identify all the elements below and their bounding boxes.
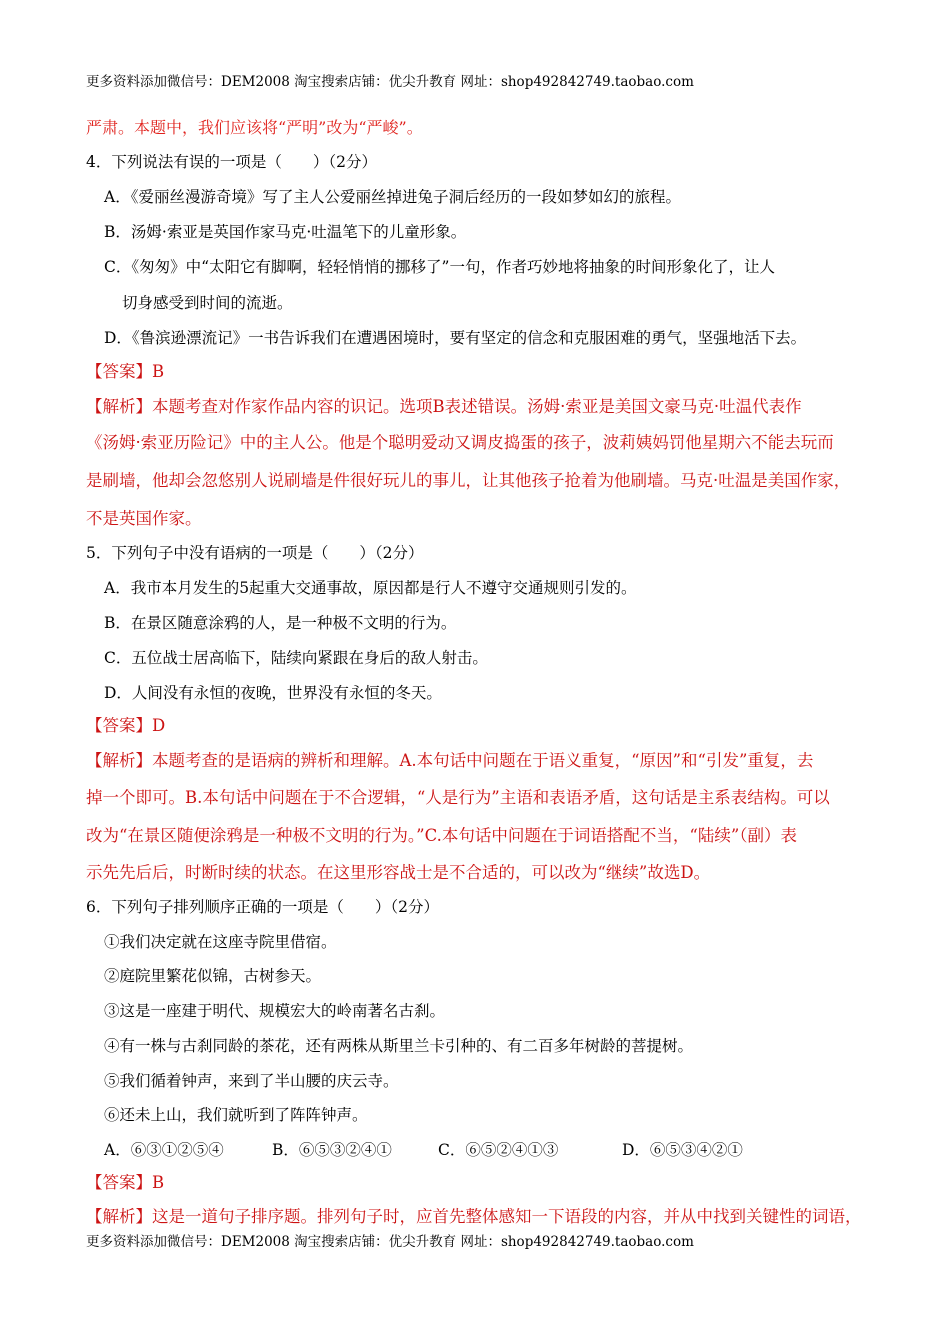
- q4-option-c-cont: 切身感受到时间的流逝。: [122, 294, 293, 312]
- q5-analysis-line: 示先先后后，时断时续的状态。在这里形容战士是不合适的，可以改为“继续”故选D。: [86, 863, 711, 882]
- q5-option-b: B．在景区随意涂鸦的人，是一种极不文明的行为。: [104, 614, 457, 632]
- carryover-analysis: 严肃。本题中，我们应该将“严明”改为“严峻”。: [86, 118, 423, 137]
- q5-analysis-line: 改为“在景区随便涂鸦是一种极不文明的行为。”C.本句话中问题在于词语搭配不当，“陆续”（副）表: [86, 826, 798, 845]
- q4-analysis-line: 【解析】本题考查对作家作品内容的识记。选项B表述错误。汤姆·索亚是美国文豪马克·吐温代表作: [86, 397, 802, 416]
- q6-stem: 6．下列句子排列顺序正确的一项是（ ）（2分）: [86, 898, 439, 916]
- q5-stem: 5．下列句子中没有语病的一项是（ ）（2分）: [86, 544, 424, 562]
- q6-sentence: ③这是一座建于明代、规模宏大的岭南著名古刹。: [104, 1002, 446, 1020]
- q5-option-c: C．五位战士居高临下，陆续向紧跟在身后的敌人射击。: [104, 649, 488, 667]
- q6-sentence: ④有一株与古刹同龄的茶花，还有两株从斯里兰卡引种的、有二百多年树龄的菩提树。: [104, 1037, 694, 1055]
- q4-option-d: D．《鲁滨逊漂流记》一书告诉我们在遭遇困境时，要有坚定的信念和克服困难的勇气，坚强地活下去。: [104, 329, 807, 347]
- q6-sentence: ⑤我们循着钟声，来到了半山腰的庆云寺。: [104, 1072, 399, 1090]
- q5-answer: 【答案】D: [86, 716, 166, 735]
- page-footer: 更多资料添加微信号：DEM2008 淘宝搜索店铺：优尖升教育 网址：shop492842749.taobao.com: [86, 1234, 694, 1250]
- q6-analysis-line: 【解析】这是一道句子排序题。排列句子时，应首先整体感知一下语段的内容，并从中找到关键性的词语，: [86, 1207, 862, 1226]
- page-header: 更多资料添加微信号：DEM2008 淘宝搜索店铺：优尖升教育 网址：shop492842749.taobao.com: [86, 74, 694, 90]
- q5-analysis-line: 掉一个即可。B.本句话中问题在于不合逻辑，“人是行为”主语和表语矛盾，这句话是主系表结构。可以: [86, 788, 830, 807]
- q5-analysis-line: 【解析】本题考查的是语病的辨析和理解。A.本句话中问题在于语义重复，“原因”和“引发”重复，去: [86, 751, 814, 770]
- q6-choice-c: C．⑥⑤②④①③: [438, 1141, 559, 1159]
- q6-sentence: ①我们决定就在这座寺院里借宿。: [104, 933, 337, 951]
- q6-sentence: ⑥还未上山，我们就听到了阵阵钟声。: [104, 1106, 368, 1124]
- q4-option-c: C．《匆匆》中“太阳它有脚啊，轻轻悄悄的挪移了”一句，作者巧妙地将抽象的时间形象化了，让人: [104, 258, 775, 276]
- q5-option-a: A．我市本月发生的5起重大交通事故，原因都是行人不遵守交通规则引发的。: [104, 579, 637, 597]
- q5-option-d: D．人间没有永恒的夜晚，世界没有永恒的冬天。: [104, 684, 442, 702]
- q4-option-b: B．汤姆·索亚是英国作家马克·吐温笔下的儿童形象。: [104, 223, 467, 241]
- q6-choice-b: B．⑥⑤③②④①: [272, 1141, 392, 1159]
- q4-analysis-line: 不是英国作家。: [86, 509, 202, 528]
- q4-stem: 4．下列说法有误的一项是（ ）（2分）: [86, 153, 377, 171]
- q4-analysis-line: 是刷墙，他却会忽悠别人说刷墙是件很好玩儿的事儿，让其他孩子抢着为他刷墙。马克·吐温是美国作家，: [86, 471, 851, 490]
- q6-choice-a: A．⑥③①②⑤④: [104, 1141, 224, 1159]
- q6-answer: 【答案】B: [86, 1173, 165, 1192]
- q4-analysis-line: 《汤姆·索亚历险记》中的主人公。他是个聪明爱动又调皮捣蛋的孩子，波莉姨妈罚他星期六不能去玩而: [86, 433, 834, 452]
- q6-choice-d: D．⑥⑤③④②①: [622, 1141, 743, 1159]
- q4-answer: 【答案】B: [86, 362, 165, 381]
- q4-option-a: A．《爱丽丝漫游奇境》写了主人公爱丽丝掉进兔子洞后经历的一段如梦如幻的旅程。: [104, 188, 681, 206]
- q6-sentence: ②庭院里繁花似锦，古树参天。: [104, 967, 322, 985]
